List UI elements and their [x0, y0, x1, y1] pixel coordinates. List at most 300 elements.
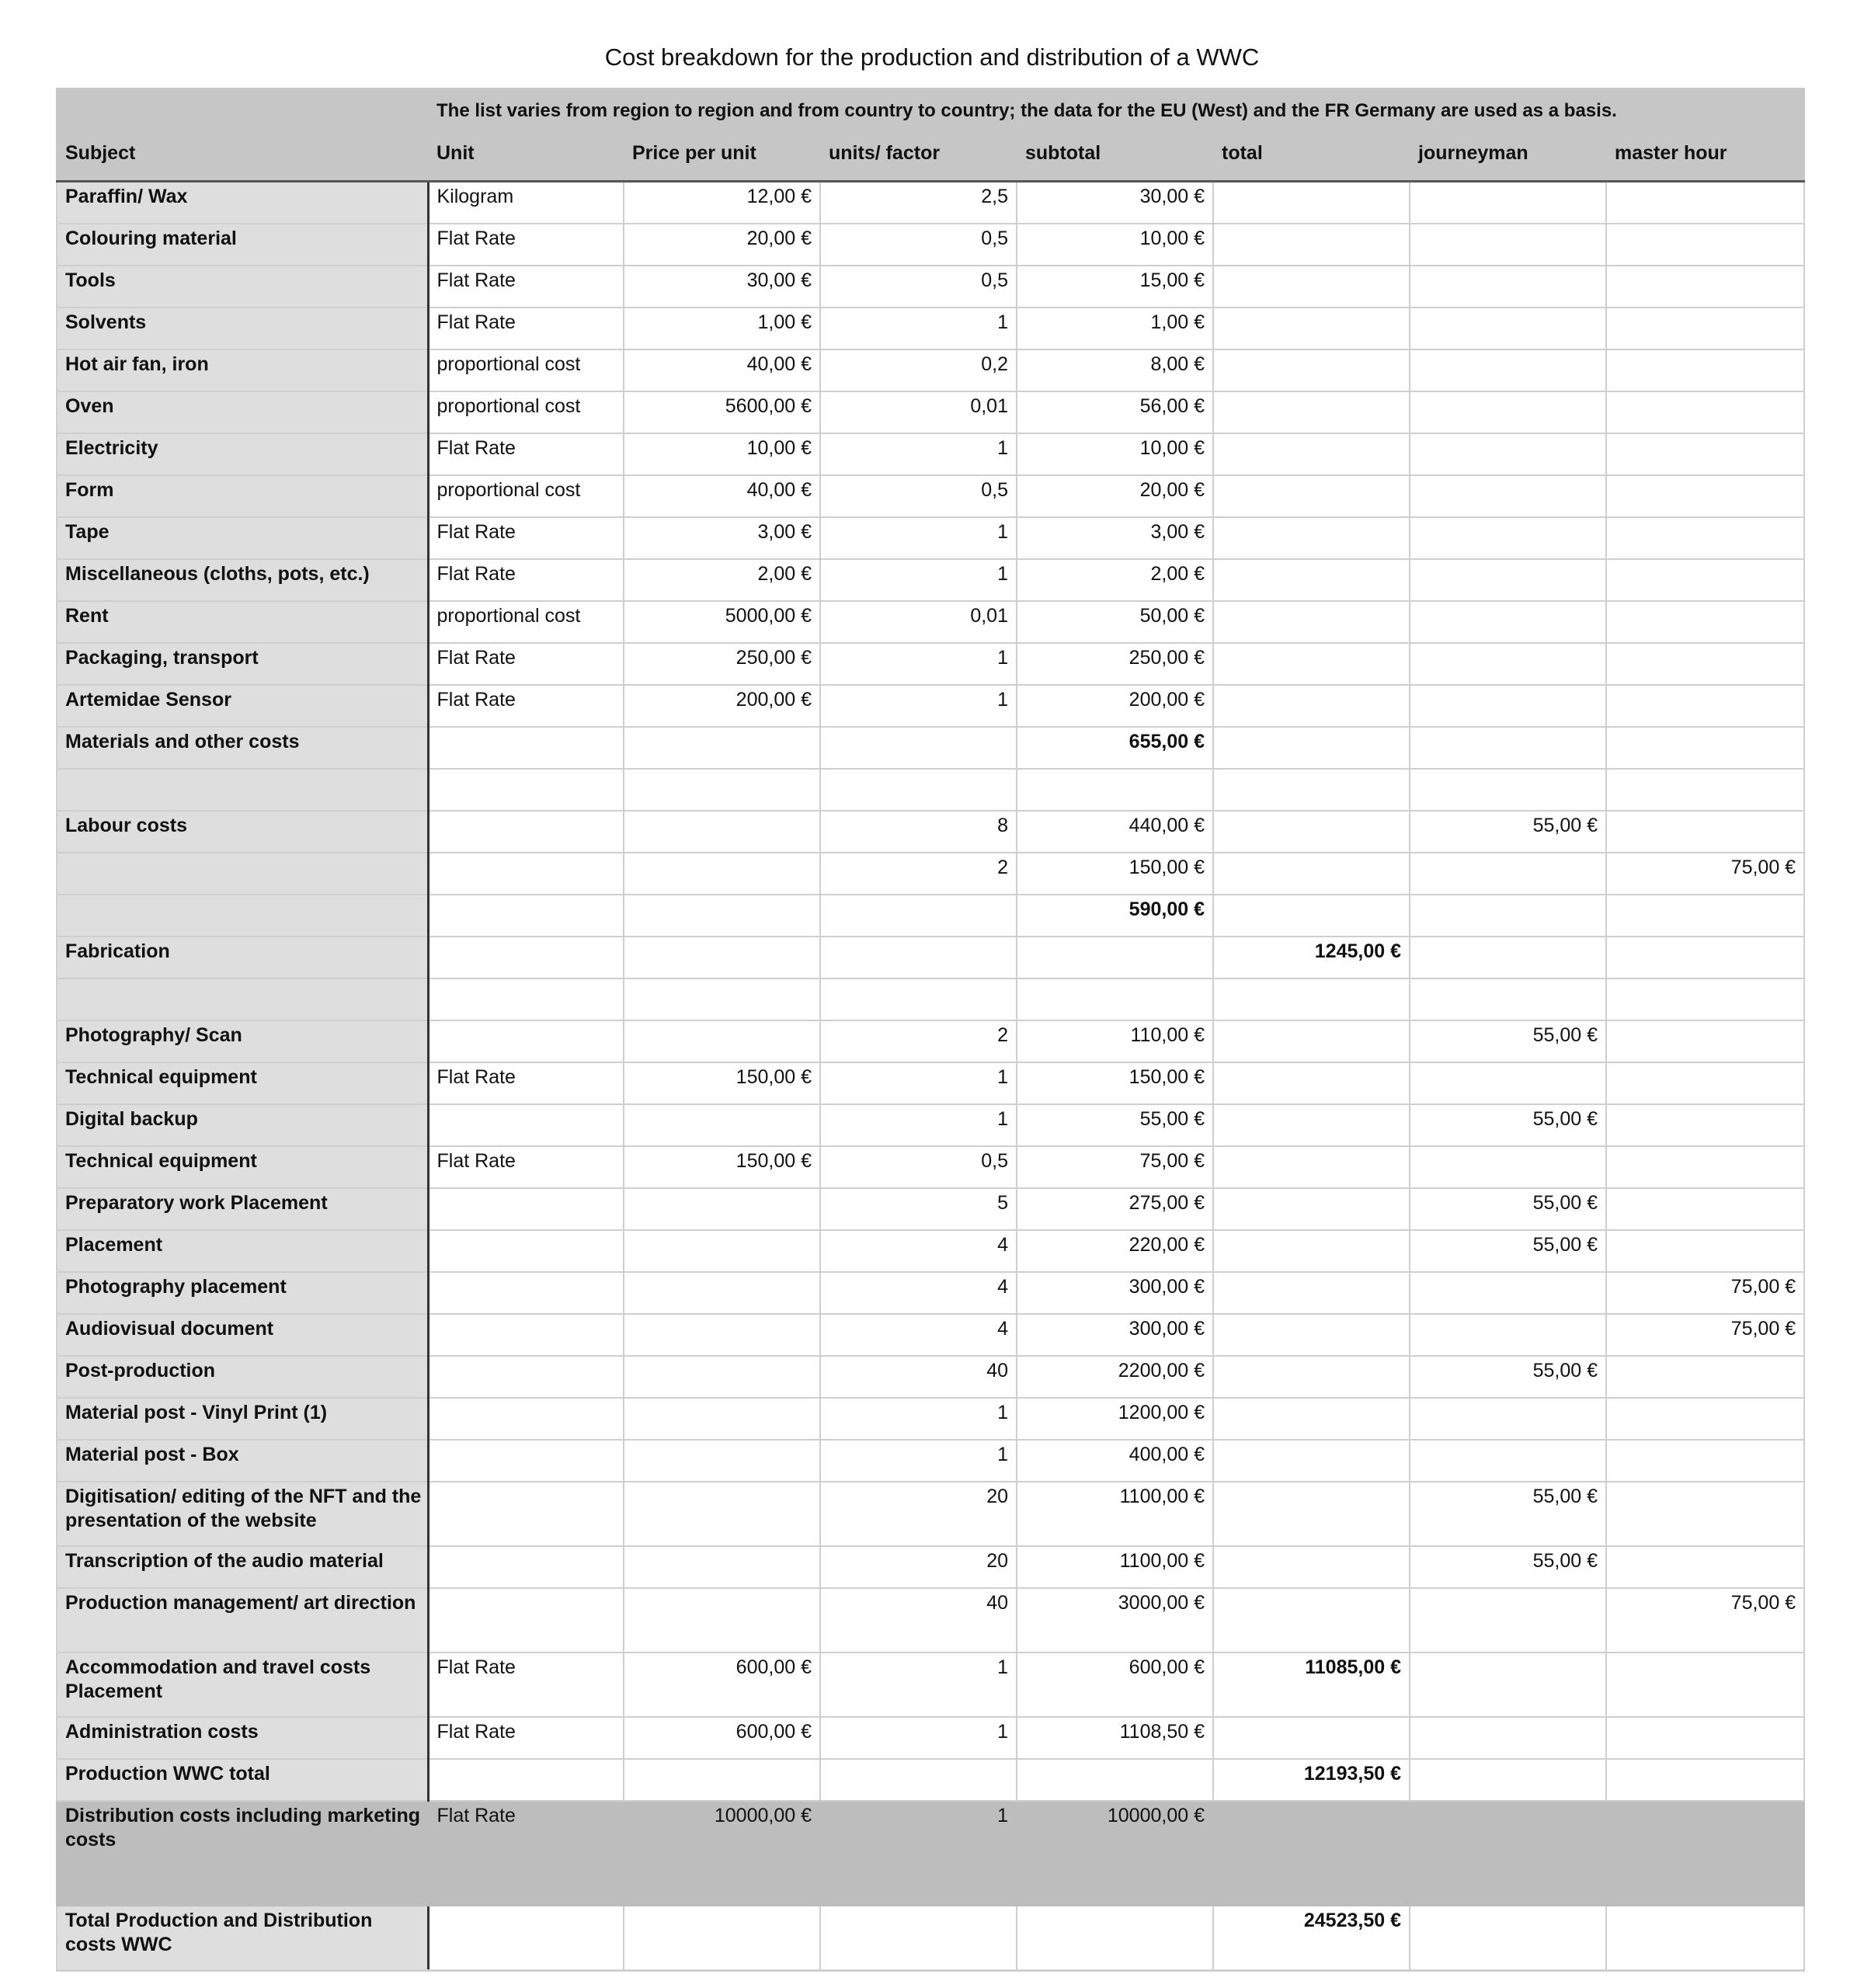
cell-price: 250,00 € — [624, 643, 820, 685]
cell-price — [624, 727, 820, 769]
table-row — [57, 1398, 1804, 1440]
cell-subtotal: 275,00 € — [1017, 1188, 1213, 1230]
cell-factor: 2 — [820, 1020, 1017, 1062]
col-header-price: Price per unit — [624, 138, 820, 182]
table-row — [57, 1546, 1804, 1588]
cell-subject: Rent — [57, 601, 428, 643]
cell-total — [1213, 1588, 1410, 1653]
cell-total — [1213, 811, 1410, 853]
cell-master-hour — [1606, 727, 1804, 769]
cell-total — [1213, 1230, 1410, 1272]
cell-price — [624, 978, 820, 1020]
cell-factor: 1 — [820, 559, 1017, 601]
cell-total — [1213, 1104, 1410, 1146]
cell-factor — [820, 895, 1017, 937]
cell-master-hour: 75,00 € — [1606, 1314, 1804, 1356]
cell-subject: Paraffin/ Wax — [57, 182, 428, 224]
cell-factor: 1 — [820, 1440, 1017, 1482]
cell-subject: Photography/ Scan — [57, 1020, 428, 1062]
cell-total — [1213, 517, 1410, 559]
cell-unit: Flat Rate — [428, 517, 624, 559]
cell-journeyman — [1410, 1314, 1606, 1356]
cell-journeyman — [1410, 182, 1606, 224]
cell-master-hour — [1606, 391, 1804, 433]
cell-subtotal: 400,00 € — [1017, 1440, 1213, 1482]
cell-total — [1213, 559, 1410, 601]
cell-total — [1213, 1482, 1410, 1546]
table-row — [57, 811, 1804, 853]
cell-master-hour — [1606, 937, 1804, 978]
cell-journeyman — [1410, 769, 1606, 811]
col-header-journeyman: journeyman — [1410, 138, 1606, 182]
table-row — [57, 769, 1804, 811]
cell-journeyman — [1410, 727, 1606, 769]
cell-subtotal: 8,00 € — [1017, 349, 1213, 391]
cell-price: 10000,00 € — [624, 1801, 820, 1906]
cell-subject: Materials and other costs — [57, 727, 428, 769]
table-row — [57, 727, 1804, 769]
cell-subtotal — [1017, 937, 1213, 978]
cell-master-hour — [1606, 685, 1804, 727]
cell-subtotal: 10,00 € — [1017, 224, 1213, 266]
cell-subtotal: 110,00 € — [1017, 1020, 1213, 1062]
cell-unit: Flat Rate — [428, 1801, 624, 1906]
cell-subject: Tape — [57, 517, 428, 559]
cell-subtotal: 150,00 € — [1017, 1062, 1213, 1104]
cell-journeyman — [1410, 433, 1606, 475]
cell-subtotal: 10000,00 € — [1017, 1801, 1213, 1906]
cell-total — [1213, 1398, 1410, 1440]
cell-price — [624, 1398, 820, 1440]
cell-subtotal: 15,00 € — [1017, 266, 1213, 308]
cell-price: 600,00 € — [624, 1653, 820, 1717]
cell-subject: Placement — [57, 1230, 428, 1272]
cell-unit — [428, 978, 624, 1020]
cell-unit — [428, 727, 624, 769]
cell-unit — [428, 1356, 624, 1398]
cell-subject: Hot air fan, iron — [57, 349, 428, 391]
cell-subtotal: 2200,00 € — [1017, 1356, 1213, 1398]
cell-subject — [57, 769, 428, 811]
cell-journeyman — [1410, 601, 1606, 643]
cell-unit — [428, 937, 624, 978]
cell-subtotal: 10,00 € — [1017, 433, 1213, 475]
cell-factor: 1 — [820, 433, 1017, 475]
cell-price: 30,00 € — [624, 266, 820, 308]
cell-journeyman — [1410, 1653, 1606, 1717]
cell-unit — [428, 1314, 624, 1356]
cell-price: 3,00 € — [624, 517, 820, 559]
table-row — [57, 391, 1804, 433]
cell-journeyman — [1410, 1906, 1606, 1971]
cell-unit — [428, 1020, 624, 1062]
cell-journeyman: 55,00 € — [1410, 811, 1606, 853]
cell-journeyman — [1410, 853, 1606, 895]
cell-journeyman: 55,00 € — [1410, 1482, 1606, 1546]
cell-factor: 1 — [820, 1104, 1017, 1146]
table-row — [57, 1653, 1804, 1717]
cell-factor: 20 — [820, 1482, 1017, 1546]
table-row — [57, 1717, 1804, 1759]
cell-subject: Distribution costs including marketing costs — [57, 1801, 428, 1906]
cell-price: 20,00 € — [624, 224, 820, 266]
cell-subtotal: 600,00 € — [1017, 1653, 1213, 1717]
cell-subject: Electricity — [57, 433, 428, 475]
cell-unit: proportional cost — [428, 349, 624, 391]
cell-master-hour — [1606, 1759, 1804, 1801]
cell-subject: Artemidae Sensor — [57, 685, 428, 727]
cell-unit — [428, 1398, 624, 1440]
cell-factor: 0,5 — [820, 475, 1017, 517]
cell-factor: 1 — [820, 1717, 1017, 1759]
cell-price — [624, 1440, 820, 1482]
table-row — [57, 1104, 1804, 1146]
cell-subject: Production WWC total — [57, 1759, 428, 1801]
cell-subject: Audiovisual document — [57, 1314, 428, 1356]
cell-total — [1213, 1314, 1410, 1356]
cell-subject: Fabrication — [57, 937, 428, 978]
cell-price: 40,00 € — [624, 475, 820, 517]
cell-subject: Form — [57, 475, 428, 517]
cell-subtotal — [1017, 1906, 1213, 1971]
cell-price: 5000,00 € — [624, 601, 820, 643]
cell-journeyman: 55,00 € — [1410, 1188, 1606, 1230]
cell-unit — [428, 769, 624, 811]
cell-total — [1213, 978, 1410, 1020]
cell-unit — [428, 853, 624, 895]
cell-total — [1213, 1440, 1410, 1482]
cell-subtotal: 3,00 € — [1017, 517, 1213, 559]
table-row — [57, 1801, 1804, 1906]
cell-price — [624, 853, 820, 895]
cell-subtotal: 300,00 € — [1017, 1314, 1213, 1356]
cell-master-hour — [1606, 978, 1804, 1020]
cell-factor: 1 — [820, 517, 1017, 559]
cell-factor — [820, 1906, 1017, 1971]
table-row — [57, 1146, 1804, 1188]
cell-subtotal: 220,00 € — [1017, 1230, 1213, 1272]
cell-total — [1213, 182, 1410, 224]
cell-unit — [428, 1188, 624, 1230]
cell-subtotal: 250,00 € — [1017, 643, 1213, 685]
cell-subtotal: 1100,00 € — [1017, 1546, 1213, 1588]
cell-subject — [57, 978, 428, 1020]
cell-journeyman — [1410, 1398, 1606, 1440]
cell-price — [624, 1759, 820, 1801]
cell-subtotal — [1017, 978, 1213, 1020]
cell-subject: Production management/ art direction — [57, 1588, 428, 1653]
table-row — [57, 601, 1804, 643]
header-note: The list varies from region to region and from country to country; the data for the EU (West) and the FR Germany are used as a basis. — [428, 89, 1804, 138]
cell-journeyman — [1410, 643, 1606, 685]
cell-factor — [820, 727, 1017, 769]
cell-total — [1213, 769, 1410, 811]
cell-unit — [428, 811, 624, 853]
cell-unit: Flat Rate — [428, 308, 624, 349]
cell-price — [624, 1546, 820, 1588]
table-row — [57, 1062, 1804, 1104]
cell-master-hour — [1606, 308, 1804, 349]
cell-journeyman — [1410, 1588, 1606, 1653]
cell-price — [624, 1588, 820, 1653]
cell-factor: 0,5 — [820, 224, 1017, 266]
cell-subtotal: 150,00 € — [1017, 853, 1213, 895]
cell-subtotal — [1017, 1759, 1213, 1801]
cell-factor: 0,01 — [820, 601, 1017, 643]
cell-factor: 4 — [820, 1230, 1017, 1272]
table-row — [57, 475, 1804, 517]
cell-subtotal: 1200,00 € — [1017, 1398, 1213, 1440]
cell-journeyman — [1410, 1759, 1606, 1801]
table-row — [57, 559, 1804, 601]
cell-journeyman — [1410, 308, 1606, 349]
cell-unit: Flat Rate — [428, 266, 624, 308]
cell-price — [624, 1314, 820, 1356]
cell-unit: Flat Rate — [428, 685, 624, 727]
cell-subject: Post-production — [57, 1356, 428, 1398]
cell-unit — [428, 1906, 624, 1971]
cell-journeyman — [1410, 685, 1606, 727]
header-note-empty — [57, 89, 428, 138]
cell-unit: Flat Rate — [428, 433, 624, 475]
table-row — [57, 308, 1804, 349]
cell-price — [624, 937, 820, 978]
cell-price — [624, 1906, 820, 1971]
cell-master-hour — [1606, 643, 1804, 685]
cell-unit: Flat Rate — [428, 1146, 624, 1188]
cell-unit: Flat Rate — [428, 559, 624, 601]
col-header-subtotal: subtotal — [1017, 138, 1213, 182]
cell-total — [1213, 1546, 1410, 1588]
cell-subject: Miscellaneous (cloths, pots, etc.) — [57, 559, 428, 601]
cell-total — [1213, 1356, 1410, 1398]
cell-subtotal: 20,00 € — [1017, 475, 1213, 517]
cell-subject: Accommodation and travel costs Placement — [57, 1653, 428, 1717]
cell-subject: Material post - Vinyl Print (1) — [57, 1398, 428, 1440]
table-row — [57, 1272, 1804, 1314]
cell-journeyman — [1410, 517, 1606, 559]
cell-unit: proportional cost — [428, 391, 624, 433]
cell-master-hour — [1606, 769, 1804, 811]
cell-total — [1213, 1062, 1410, 1104]
cell-factor: 1 — [820, 1062, 1017, 1104]
cell-subtotal: 1100,00 € — [1017, 1482, 1213, 1546]
cell-total — [1213, 1146, 1410, 1188]
cell-total: 11085,00 € — [1213, 1653, 1410, 1717]
cell-subtotal: 2,00 € — [1017, 559, 1213, 601]
cell-master-hour — [1606, 895, 1804, 937]
cell-total — [1213, 853, 1410, 895]
table-row — [57, 937, 1804, 978]
cell-price: 40,00 € — [624, 349, 820, 391]
table-row — [57, 1356, 1804, 1398]
cell-master-hour — [1606, 1906, 1804, 1971]
cell-subject: Solvents — [57, 308, 428, 349]
cell-unit — [428, 1104, 624, 1146]
cell-subject: Preparatory work Placement — [57, 1188, 428, 1230]
cell-unit — [428, 895, 624, 937]
cell-total — [1213, 685, 1410, 727]
cell-total — [1213, 433, 1410, 475]
cell-factor: 2,5 — [820, 182, 1017, 224]
table-row — [57, 1588, 1804, 1653]
cell-master-hour — [1606, 1440, 1804, 1482]
table-row — [57, 433, 1804, 475]
cell-factor: 1 — [820, 1653, 1017, 1717]
cell-subject: Oven — [57, 391, 428, 433]
cell-price: 150,00 € — [624, 1062, 820, 1104]
cell-price — [624, 1272, 820, 1314]
cell-journeyman — [1410, 978, 1606, 1020]
cell-price: 600,00 € — [624, 1717, 820, 1759]
table-row — [57, 978, 1804, 1020]
cell-factor: 0,5 — [820, 266, 1017, 308]
cell-subject: Photography placement — [57, 1272, 428, 1314]
cell-price — [624, 769, 820, 811]
col-header-subject: Subject — [57, 138, 428, 182]
cell-unit: proportional cost — [428, 601, 624, 643]
cell-unit — [428, 1272, 624, 1314]
cell-master-hour — [1606, 517, 1804, 559]
cell-unit: Flat Rate — [428, 1717, 624, 1759]
cell-unit: Flat Rate — [428, 1062, 624, 1104]
cell-subtotal: 655,00 € — [1017, 727, 1213, 769]
cell-factor: 1 — [820, 1398, 1017, 1440]
table-row — [57, 643, 1804, 685]
cell-master-hour: 75,00 € — [1606, 1272, 1804, 1314]
cell-master-hour — [1606, 1020, 1804, 1062]
cell-subject: Packaging, transport — [57, 643, 428, 685]
cell-price — [624, 895, 820, 937]
cell-subtotal: 440,00 € — [1017, 811, 1213, 853]
cell-factor: 1 — [820, 685, 1017, 727]
cell-master-hour — [1606, 1717, 1804, 1759]
cell-journeyman — [1410, 559, 1606, 601]
cell-factor: 0,01 — [820, 391, 1017, 433]
table-row — [57, 853, 1804, 895]
cell-journeyman — [1410, 475, 1606, 517]
cell-total — [1213, 1272, 1410, 1314]
cell-unit: proportional cost — [428, 475, 624, 517]
column-header-row — [57, 138, 1804, 182]
table-row — [57, 349, 1804, 391]
cell-master-hour — [1606, 559, 1804, 601]
cell-master-hour — [1606, 1801, 1804, 1906]
cell-journeyman — [1410, 266, 1606, 308]
col-header-unit: Unit — [428, 138, 624, 182]
cell-factor: 1 — [820, 1801, 1017, 1906]
cell-price: 10,00 € — [624, 433, 820, 475]
cell-total — [1213, 1801, 1410, 1906]
cell-unit: Flat Rate — [428, 224, 624, 266]
cell-master-hour — [1606, 1062, 1804, 1104]
cell-journeyman: 55,00 € — [1410, 1104, 1606, 1146]
table-row — [57, 1440, 1804, 1482]
cell-subject: Material post - Box — [57, 1440, 428, 1482]
table-row — [57, 1020, 1804, 1062]
cell-journeyman — [1410, 224, 1606, 266]
cell-factor: 0,5 — [820, 1146, 1017, 1188]
cell-subject: Digital backup — [57, 1104, 428, 1146]
cell-total — [1213, 391, 1410, 433]
cell-master-hour — [1606, 1356, 1804, 1398]
cell-price — [624, 1020, 820, 1062]
cell-master-hour — [1606, 1104, 1804, 1146]
cell-factor: 5 — [820, 1188, 1017, 1230]
cell-master-hour — [1606, 349, 1804, 391]
cell-unit — [428, 1482, 624, 1546]
table-row — [57, 1906, 1804, 1971]
cell-master-hour: 75,00 € — [1606, 853, 1804, 895]
cell-journeyman: 55,00 € — [1410, 1020, 1606, 1062]
cell-master-hour — [1606, 182, 1804, 224]
cell-factor — [820, 1759, 1017, 1801]
cell-master-hour — [1606, 224, 1804, 266]
cell-total: 12193,50 € — [1213, 1759, 1410, 1801]
table-row — [57, 224, 1804, 266]
cell-price: 5600,00 € — [624, 391, 820, 433]
cell-subtotal: 75,00 € — [1017, 1146, 1213, 1188]
cell-journeyman — [1410, 895, 1606, 937]
cell-subject: Colouring material — [57, 224, 428, 266]
table-row — [57, 1482, 1804, 1546]
cell-subject: Labour costs — [57, 811, 428, 853]
cell-master-hour — [1606, 811, 1804, 853]
cell-total — [1213, 727, 1410, 769]
col-header-total: total — [1213, 138, 1410, 182]
col-header-master-hour: master hour — [1606, 138, 1804, 182]
cell-price — [624, 1104, 820, 1146]
table-row — [57, 266, 1804, 308]
cell-journeyman — [1410, 1146, 1606, 1188]
cell-price — [624, 1356, 820, 1398]
cell-unit — [428, 1546, 624, 1588]
cell-master-hour: 75,00 € — [1606, 1588, 1804, 1653]
cell-factor: 20 — [820, 1546, 1017, 1588]
table-row — [57, 182, 1804, 224]
cell-journeyman — [1410, 349, 1606, 391]
cell-factor: 4 — [820, 1314, 1017, 1356]
cell-subtotal — [1017, 769, 1213, 811]
cell-price: 150,00 € — [624, 1146, 820, 1188]
cell-total: 1245,00 € — [1213, 937, 1410, 978]
table-row — [57, 895, 1804, 937]
cell-factor: 1 — [820, 308, 1017, 349]
cell-total — [1213, 1717, 1410, 1759]
cell-subtotal: 590,00 € — [1017, 895, 1213, 937]
cell-factor: 8 — [820, 811, 1017, 853]
cell-factor: 0,2 — [820, 349, 1017, 391]
cell-master-hour — [1606, 1398, 1804, 1440]
cell-total — [1213, 266, 1410, 308]
cell-total — [1213, 895, 1410, 937]
cell-total — [1213, 1188, 1410, 1230]
cell-subject: Digitisation/ editing of the NFT and the presentation of the website — [57, 1482, 428, 1546]
cell-price — [624, 1230, 820, 1272]
cell-price: 200,00 € — [624, 685, 820, 727]
table-row — [57, 685, 1804, 727]
cell-journeyman — [1410, 1272, 1606, 1314]
cell-factor: 4 — [820, 1272, 1017, 1314]
cell-master-hour — [1606, 433, 1804, 475]
page-title: Cost breakdown for the production and distribution of a WWC — [604, 43, 1260, 71]
cell-subject — [57, 895, 428, 937]
cell-master-hour — [1606, 1482, 1804, 1546]
cell-journeyman — [1410, 1801, 1606, 1906]
cell-master-hour — [1606, 1230, 1804, 1272]
cell-factor — [820, 937, 1017, 978]
cell-total — [1213, 1020, 1410, 1062]
